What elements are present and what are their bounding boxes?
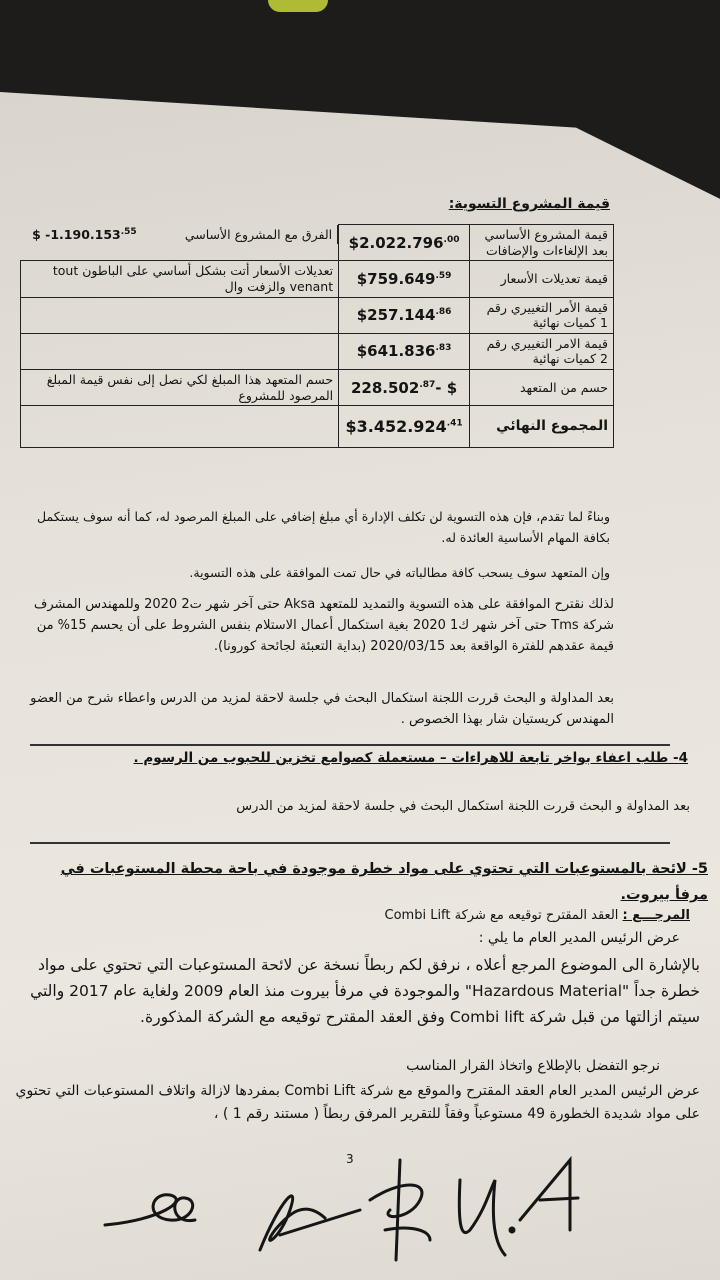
- paragraph-withdrawal: وإن المتعهد سوف يسحب كافة مطالباته في حال تمت الموافقة على هذه التسوية.: [189, 565, 610, 580]
- row-label: قيمة الأمر التغييري رقم 1 كميات نهائية: [470, 297, 614, 333]
- row-value: $ $-228.502^{.87}$: [339, 370, 470, 406]
- reference: [385, 908, 690, 923]
- paragraph-conclusion: وبناءً لما تقدم، فإن هذه التسوية لن تكلف الإدارة أي مبلغ إضافي على المبلغ المرصود له، كما أنه سوف يستكمل بكافة المهام الأساسية العائدة له.: [37, 509, 610, 545]
- reference-label: المرجـــع :: [622, 908, 690, 923]
- item5-title: 5- لائحة بالمستوعبات التي تحتوي على مواد خطرة موجودة في باحة محطة المستوعبات في مرفأ بيروت.: [60, 861, 708, 903]
- request-line: نرجو التفضل بالإطلاع واتخاذ القرار المناسب: [406, 1058, 660, 1074]
- row-value: $\$641.836^{.83}$: [339, 333, 470, 369]
- page-number: 3: [346, 1152, 354, 1166]
- row-note: الفرق مع المشروع الأساسي $ $-1.190.153^{.55}$: [27, 225, 338, 245]
- section-title: قيمة المشروع التسوية:: [448, 196, 610, 212]
- table-row: [21, 370, 614, 406]
- final-paragraph: عرض الرئيس المدير العام العقد المقترح والموقع مع شركة Combi Lift بمفردها لازالة واتلاف المستوعبات التي تحتوي على مواد شديدة الخطورة 49 مستوعباً وفقاً للتقرير المرفق ربطاً ( مستند رقم 1 ) ،: [15, 1083, 700, 1122]
- item4-decision: بعد المداولة و البحث قررت اللجنة استكمال البحث في جلسة لاحقة لمزيد من الدرس: [236, 799, 690, 814]
- row-value: $\$257.144^{.86}$: [339, 297, 470, 333]
- row-label: قيمة تعديلات الأسعار: [470, 261, 614, 297]
- row-label: قيمة المشروع الأساسي بعد الإلغاءات والإضافات: [470, 225, 614, 261]
- row-note: حسم المتعهد هذا المبلغ لكي نصل إلى نفس قيمة المبلغ المرصود للمشروع: [21, 370, 339, 406]
- divider: [30, 744, 670, 746]
- highlighter-pen: [268, 0, 328, 12]
- row-note: تعديلات الأسعار أتت بشكل أساسي على الباطون tout venant والزفت وال: [21, 261, 339, 297]
- signatures-icon: [100, 1140, 600, 1270]
- reference-text: العقد المقترح توقيعه مع شركة Combi Lift: [384, 908, 619, 923]
- row-label: قيمة الامر التغييري رقم 2 كميات نهائية: [470, 333, 614, 369]
- paragraph-decision: بعد المداولة و البحث قررت اللجنة استكمال البحث في جلسة لاحقة لمزيد من الدرس واعطاء شرح من العضو المهندس كريستيان شار بهذا الخصوص .: [30, 691, 614, 727]
- item4-title: 4- طلب اعفاء بواخر تابعة للاهراءات – مستعملة كصوامع تخزين للحبوب من الرسوم .: [133, 750, 688, 766]
- row-note: [21, 406, 339, 448]
- row-label: حسم من المتعهد: [470, 370, 614, 406]
- table-row: [21, 406, 614, 448]
- paragraph-proposal: لذلك نقترح الموافقة على هذه التسوية والتمديد للمتعهد Aksa حتى آخر شهر ت2 2020 وللمهندس المشرف شركة Tms حتى آخر شهر ك1 2020 بغية استكمال أعمال الاستلام بنفس الشروط على أن يحسم 15% من قيمة عقدهم للفترة الواقعة بعد 2020/03/15 (بداية التعبئة لجائحة كورونا).: [33, 597, 614, 654]
- table-row: [21, 225, 614, 261]
- row-note: [21, 297, 339, 333]
- row-value: $\$3.452.924^{.41}$: [339, 406, 470, 448]
- row-value: $\$759.649^{.59}$: [339, 261, 470, 297]
- row-value: $\$2.022.796^{.00}$: [339, 225, 470, 261]
- row-label: المجموع النهائي: [470, 406, 614, 448]
- settlement-table: [20, 224, 614, 448]
- divider: [30, 842, 670, 844]
- table-row: [21, 333, 614, 369]
- table-row: [21, 261, 614, 297]
- letter-body: بالإشارة الى الموضوع المرجع أعلاه ، نرفق لكم ربطاً نسخة عن لائحة المستوعبات التي تحتوي على مواد خطرة جداً "Hazardous Material" والموجودة في مرفأ بيروت منذ العام 2009 ولغاية عام 2017 والتي سيتم ازالتها من قبل شركة Combi lift وفق العقد المقترح توقيعه مع الشركة المذكورة.: [30, 956, 700, 1026]
- row-note: [21, 333, 339, 369]
- table-row: [21, 297, 614, 333]
- intro-line: عرض الرئيس المدير العام ما يلي :: [478, 930, 680, 946]
